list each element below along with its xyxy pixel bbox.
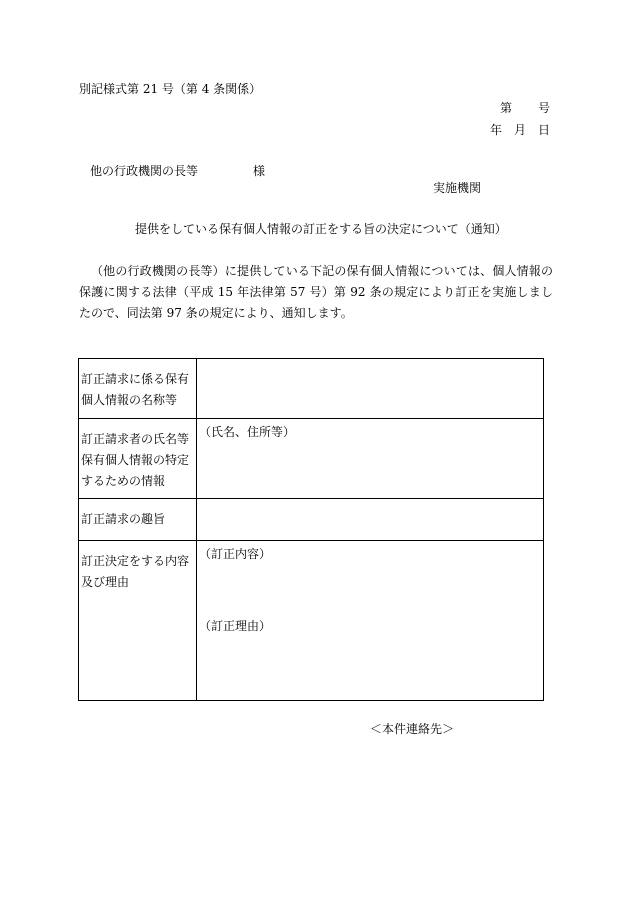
date-year: 年 [489, 123, 502, 137]
row-label-info-name: 訂正請求に係る保有個人情報の名称等 [79, 359, 197, 419]
date-month: 月 [513, 123, 526, 137]
table-row [79, 359, 544, 419]
document-title: 提供をしている保有個人情報の訂正をする旨の決定について（通知） [135, 222, 507, 236]
document-number [500, 101, 550, 116]
table-row [79, 499, 544, 541]
row-value-decision [197, 541, 544, 701]
correction-content-label: （訂正内容） [199, 547, 272, 561]
row-value-purpose [197, 499, 544, 541]
sender: 実施機関 [433, 181, 482, 195]
addressee-honorific: 様 [253, 164, 266, 178]
number-prefix: 第 [499, 101, 512, 115]
form-id: 別記様式第 21 号（第 4 条関係） [79, 82, 262, 96]
row-label-requester: 訂正請求者の氏名等保有個人情報の特定するための情報 [79, 419, 197, 499]
row-label-decision: 訂正決定をする内容及び理由 [79, 541, 197, 701]
body-text: （他の行政機関の長等）に提供している下記の保有個人情報については、個人情報の保護に関する法律（平成 15 年法律第 57 号）第 92 条の規定により訂正を実施しましたので、同法第 97 条の規定により、通知します。 [79, 264, 553, 320]
date-day: 日 [537, 123, 550, 137]
info-table [78, 358, 544, 701]
addressee [90, 164, 265, 179]
row-value-requester: （氏名、住所等） [197, 419, 544, 499]
table-row [79, 419, 544, 499]
spacer [199, 565, 541, 616]
contact-label: ＜本件連絡先＞ [370, 722, 455, 736]
number-suffix: 号 [537, 101, 550, 115]
row-label-purpose: 訂正請求の趣旨 [79, 499, 197, 541]
table-row [79, 541, 544, 701]
addressee-name: 他の行政機関の長等 [90, 164, 199, 178]
document-date [490, 123, 550, 138]
correction-reason-label: （訂正理由） [199, 619, 272, 633]
row-value-info-name [197, 359, 544, 419]
